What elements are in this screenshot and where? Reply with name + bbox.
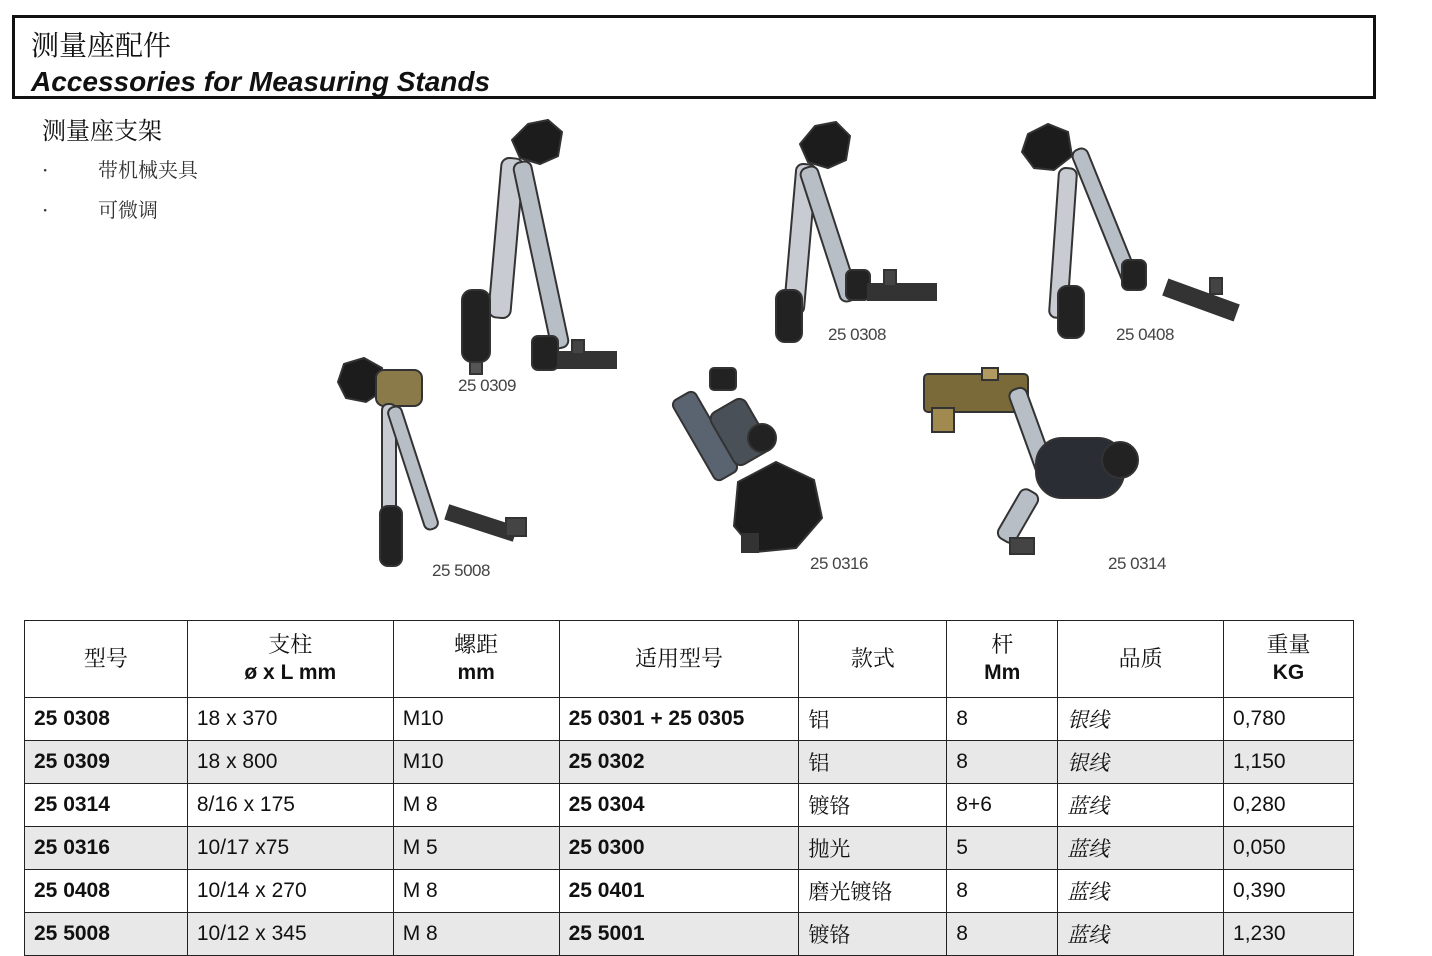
product-label: 25 5008 bbox=[432, 561, 490, 580]
table-header-row bbox=[25, 621, 1354, 698]
cell-compatible-model: 25 0302 bbox=[559, 741, 799, 784]
header-cn: 适用型号 bbox=[634, 646, 723, 672]
cell-column-size: 10/12 x 345 bbox=[187, 913, 393, 956]
table-row bbox=[25, 784, 1354, 827]
cell-thread: M10 bbox=[393, 698, 559, 741]
product-label: 25 0309 bbox=[458, 376, 516, 395]
cell-quality: 银线 bbox=[1058, 741, 1224, 784]
header-cn: 螺距 bbox=[454, 633, 499, 658]
table-row bbox=[25, 870, 1354, 913]
product-label: 25 0316 bbox=[810, 554, 868, 573]
articulated-arm-icon bbox=[770, 120, 950, 350]
header-cn: 品质 bbox=[1118, 646, 1163, 672]
cell-model: 25 0314 bbox=[25, 784, 188, 827]
cell-rod: 8+6 bbox=[947, 784, 1058, 827]
cell-style: 铝 bbox=[799, 741, 947, 784]
cell-weight: 0,390 bbox=[1224, 870, 1354, 913]
product-label: 25 0408 bbox=[1116, 325, 1174, 344]
cell-rod: 5 bbox=[947, 827, 1058, 870]
bullet-mark: · bbox=[42, 158, 49, 182]
cell-column-size: 8/16 x 175 bbox=[187, 784, 393, 827]
header-thread bbox=[393, 621, 559, 698]
cell-style: 镀铬 bbox=[799, 913, 947, 956]
cell-compatible-model: 25 0401 bbox=[559, 870, 799, 913]
product-image-250408 bbox=[1014, 120, 1244, 350]
cell-rod: 8 bbox=[947, 698, 1058, 741]
header-rod bbox=[947, 621, 1058, 698]
cell-column-size: 18 x 800 bbox=[187, 741, 393, 784]
cell-weight: 0,050 bbox=[1224, 827, 1354, 870]
cell-quality: 蓝线 bbox=[1058, 870, 1224, 913]
cell-model: 25 5008 bbox=[25, 913, 188, 956]
cell-compatible-model: 25 5001 bbox=[559, 913, 799, 956]
articulated-arm-icon bbox=[1014, 120, 1244, 350]
cell-model: 25 0408 bbox=[25, 870, 188, 913]
header-en: KG bbox=[1272, 661, 1305, 684]
header-cn: 型号 bbox=[83, 646, 128, 672]
cell-compatible-model: 25 0300 bbox=[559, 827, 799, 870]
header-cn: 支柱 bbox=[268, 633, 313, 658]
cell-rod: 8 bbox=[947, 870, 1058, 913]
header-compatible-model bbox=[559, 621, 799, 698]
cell-quality: 蓝线 bbox=[1058, 784, 1224, 827]
cell-quality: 蓝线 bbox=[1058, 827, 1224, 870]
page-header bbox=[12, 15, 1376, 99]
header-quality bbox=[1058, 621, 1224, 698]
specification-table bbox=[24, 620, 1354, 956]
cell-thread: M 8 bbox=[393, 784, 559, 827]
product-image-255008 bbox=[336, 356, 536, 581]
cell-thread: M 8 bbox=[393, 870, 559, 913]
product-label: 25 0308 bbox=[828, 325, 886, 344]
cell-thread: M10 bbox=[393, 741, 559, 784]
page-title-english: Accessories for Measuring Stands bbox=[31, 66, 491, 97]
product-image-250316 bbox=[680, 362, 880, 573]
cell-style: 磨光镀铬 bbox=[799, 870, 947, 913]
product-image-250314 bbox=[920, 368, 1166, 578]
product-image-250309 bbox=[440, 118, 630, 395]
cell-rod: 8 bbox=[947, 741, 1058, 784]
cell-style: 抛光 bbox=[799, 827, 947, 870]
cell-style: 铝 bbox=[799, 698, 947, 741]
cell-style: 镀铬 bbox=[799, 784, 947, 827]
feature-text: 带机械夹具 bbox=[98, 158, 198, 182]
header-cn: 重量 bbox=[1266, 633, 1311, 658]
articulated-arm-icon bbox=[336, 356, 536, 581]
header-en: mm bbox=[457, 661, 495, 684]
cell-column-size: 18 x 370 bbox=[187, 698, 393, 741]
header-style bbox=[799, 621, 947, 698]
clamp-arm-icon bbox=[680, 362, 880, 562]
product-label: 25 0314 bbox=[1108, 554, 1166, 573]
cell-column-size: 10/17 x75 bbox=[187, 827, 393, 870]
table-row bbox=[25, 827, 1354, 870]
cell-column-size: 10/14 x 270 bbox=[187, 870, 393, 913]
articulated-arm-icon bbox=[440, 118, 630, 378]
cell-weight: 0,780 bbox=[1224, 698, 1354, 741]
header-weight bbox=[1224, 621, 1354, 698]
cell-quality: 蓝线 bbox=[1058, 913, 1224, 956]
feature-text: 可微调 bbox=[98, 198, 158, 222]
header-cn: 杆 bbox=[991, 633, 1014, 658]
bullet-mark: · bbox=[42, 198, 49, 222]
cell-thread: M 5 bbox=[393, 827, 559, 870]
cell-weight: 0,280 bbox=[1224, 784, 1354, 827]
cell-quality: 银线 bbox=[1058, 698, 1224, 741]
cell-model: 25 0309 bbox=[25, 741, 188, 784]
header-model bbox=[25, 621, 188, 698]
cell-rod: 8 bbox=[947, 913, 1058, 956]
clamp-arm-icon bbox=[920, 368, 1150, 578]
header-cn: 款式 bbox=[850, 646, 895, 672]
table-row bbox=[25, 741, 1354, 784]
cell-thread: M 8 bbox=[393, 913, 559, 956]
cell-weight: 1,150 bbox=[1224, 741, 1354, 784]
cell-model: 25 0316 bbox=[25, 827, 188, 870]
cell-weight: 1,230 bbox=[1224, 913, 1354, 956]
table-row bbox=[25, 698, 1354, 741]
header-en: Mm bbox=[984, 661, 1021, 684]
cell-model: 25 0308 bbox=[25, 698, 188, 741]
header-en: ø x L mm bbox=[244, 661, 337, 684]
page-title-chinese: 测量座配件 bbox=[31, 29, 172, 62]
feature-bullet bbox=[42, 154, 198, 183]
table-row bbox=[25, 913, 1354, 956]
section-subtitle: 测量座支架 bbox=[42, 117, 162, 145]
feature-bullet bbox=[42, 194, 158, 223]
product-image-250308 bbox=[770, 120, 950, 350]
header-column-size bbox=[187, 621, 393, 698]
cell-compatible-model: 25 0304 bbox=[559, 784, 799, 827]
cell-compatible-model: 25 0301 + 25 0305 bbox=[559, 698, 799, 741]
